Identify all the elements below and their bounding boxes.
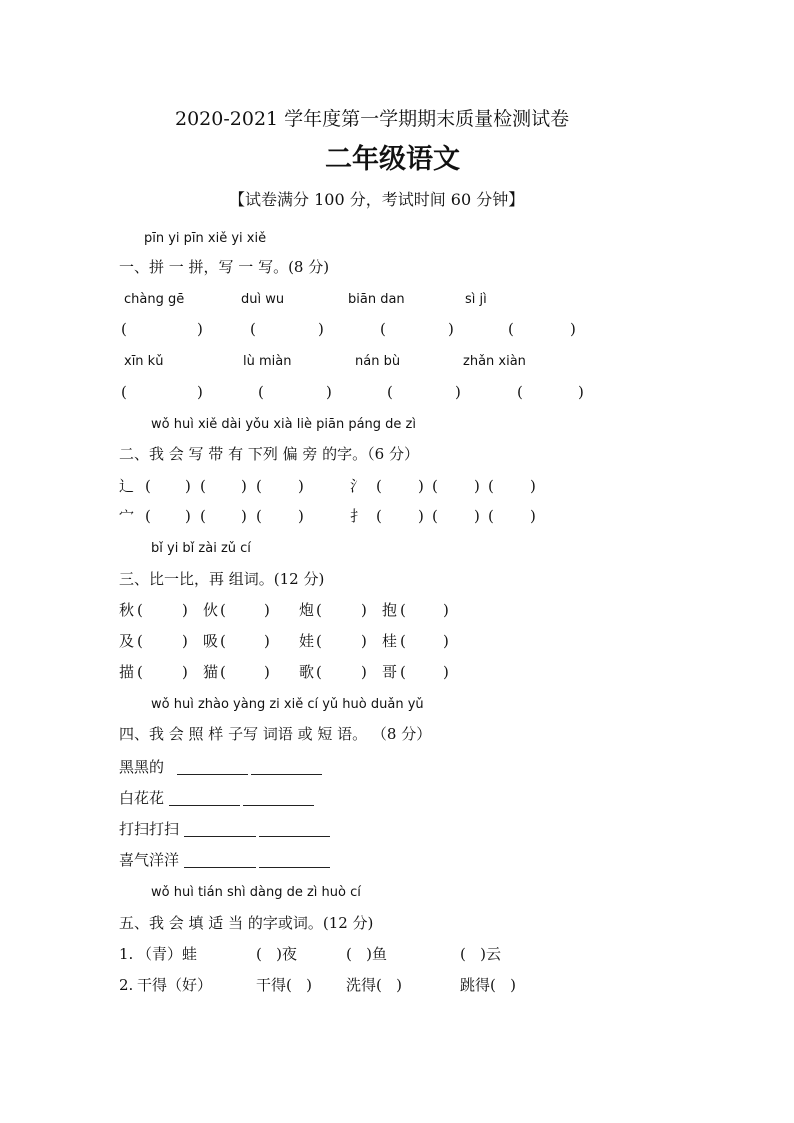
example-word: （青）蛙 bbox=[137, 945, 198, 963]
char-cell: 及 bbox=[119, 632, 135, 650]
char-cell: 吸 bbox=[203, 632, 219, 650]
answer-bracket-close[interactable]: ) bbox=[361, 663, 367, 681]
answer-bracket-open[interactable]: ( bbox=[137, 663, 143, 681]
answer-bracket-close[interactable]: ) bbox=[185, 477, 191, 495]
q1-pinyin: pīn yi pīn xiě yi xiě bbox=[144, 231, 267, 246]
q1-pinyin-word: xīn kǔ bbox=[124, 354, 164, 369]
answer-bracket-open[interactable]: ( bbox=[488, 507, 494, 525]
answer-bracket-open[interactable]: ( bbox=[250, 320, 256, 338]
example-word: 打扫打扫 bbox=[119, 820, 180, 838]
answer-bracket-open[interactable]: ( bbox=[258, 383, 264, 401]
q1-pinyin-word: chàng gē bbox=[124, 292, 185, 307]
answer-bracket-open[interactable]: ( bbox=[387, 383, 393, 401]
exam-title: 2020-2021 学年度第一学期期末质量检测试卷 bbox=[175, 108, 570, 130]
example-word: 白花花 bbox=[119, 789, 165, 807]
fill-blank-item[interactable]: 跳得( ) bbox=[460, 976, 517, 994]
q5-heading: 五、我 会 填 适 当 的字或词。(12 分) bbox=[119, 914, 374, 932]
answer-bracket-open[interactable]: ( bbox=[508, 320, 514, 338]
answer-bracket-close[interactable]: ) bbox=[530, 477, 536, 495]
answer-bracket-close[interactable]: ) bbox=[264, 632, 270, 650]
answer-bracket-close[interactable]: ) bbox=[418, 507, 424, 525]
answer-blank[interactable] bbox=[184, 867, 256, 868]
answer-bracket-open[interactable]: ( bbox=[316, 663, 322, 681]
answer-bracket-open[interactable]: ( bbox=[400, 601, 406, 619]
answer-blank[interactable] bbox=[251, 774, 322, 775]
char-cell: 描 bbox=[119, 663, 135, 681]
answer-bracket-close[interactable]: ) bbox=[264, 663, 270, 681]
answer-bracket-open[interactable]: ( bbox=[376, 477, 382, 495]
answer-bracket-open[interactable]: ( bbox=[400, 632, 406, 650]
answer-bracket-open[interactable]: ( bbox=[137, 632, 143, 650]
fill-blank-item[interactable]: ( )鱼 bbox=[346, 945, 388, 963]
answer-bracket-close[interactable]: ) bbox=[264, 601, 270, 619]
char-cell: 桂 bbox=[382, 632, 398, 650]
q4-heading: 四、我 会 照 样 子写 词语 或 短 语。 （8 分） bbox=[119, 725, 432, 743]
q1-heading: 一、拼 一 拼，写 一 写。(8 分) bbox=[119, 258, 330, 276]
fill-blank-item[interactable]: ( )夜 bbox=[256, 945, 298, 963]
example-word: 喜气洋洋 bbox=[119, 851, 180, 869]
fill-blank-item[interactable]: ( )云 bbox=[460, 945, 502, 963]
answer-bracket-close[interactable]: ) bbox=[197, 320, 203, 338]
char-cell: 娃 bbox=[299, 632, 315, 650]
answer-bracket-close[interactable]: ) bbox=[182, 601, 188, 619]
answer-blank[interactable] bbox=[243, 805, 314, 806]
answer-bracket-open[interactable]: ( bbox=[256, 477, 262, 495]
char-cell: 猫 bbox=[203, 663, 219, 681]
answer-bracket-close[interactable]: ) bbox=[241, 477, 247, 495]
answer-bracket-close[interactable]: ) bbox=[578, 383, 584, 401]
item-number: 1. bbox=[119, 945, 134, 963]
answer-bracket-close[interactable]: ) bbox=[570, 320, 576, 338]
answer-bracket-open[interactable]: ( bbox=[220, 601, 226, 619]
answer-bracket-close[interactable]: ) bbox=[326, 383, 332, 401]
answer-bracket-close[interactable]: ) bbox=[448, 320, 454, 338]
q3-pinyin: bǐ yi bǐ zài zǔ cí bbox=[151, 541, 251, 556]
q1-pinyin-word: duì wu bbox=[241, 292, 285, 307]
radical-label: 宀 bbox=[119, 507, 135, 525]
q4-pinyin: wǒ huì zhào yàng zi xiě cí yǔ huò duǎn yǔ bbox=[151, 697, 424, 712]
answer-bracket-open[interactable]: ( bbox=[380, 320, 386, 338]
answer-bracket-close[interactable]: ) bbox=[443, 601, 449, 619]
subject-title: 二年级语文 bbox=[325, 144, 460, 175]
answer-bracket-open[interactable]: ( bbox=[137, 601, 143, 619]
q1-pinyin-word: biān dan bbox=[348, 292, 405, 307]
answer-bracket-close[interactable]: ) bbox=[298, 477, 304, 495]
answer-bracket-close[interactable]: ) bbox=[361, 601, 367, 619]
answer-bracket-open[interactable]: ( bbox=[220, 663, 226, 681]
char-cell: 抱 bbox=[382, 601, 398, 619]
fill-blank-item[interactable]: 洗得( ) bbox=[346, 976, 403, 994]
radical-label: 辶 bbox=[119, 477, 135, 495]
answer-bracket-open[interactable]: ( bbox=[517, 383, 523, 401]
answer-bracket-close[interactable]: ) bbox=[197, 383, 203, 401]
item-number: 2. bbox=[119, 976, 134, 994]
answer-bracket-close[interactable]: ) bbox=[185, 507, 191, 525]
char-cell: 伙 bbox=[203, 601, 219, 619]
q3-heading: 三、比一比，再 组词。(12 分) bbox=[119, 570, 325, 588]
answer-bracket-open[interactable]: ( bbox=[145, 507, 151, 525]
answer-bracket-open[interactable]: ( bbox=[316, 632, 322, 650]
char-cell: 炮 bbox=[299, 601, 315, 619]
q2-heading: 二、我 会 写 带 有 下列 偏 旁 的字。（6 分） bbox=[119, 445, 419, 463]
answer-bracket-close[interactable]: ) bbox=[474, 507, 480, 525]
char-cell: 秋 bbox=[119, 601, 135, 619]
answer-bracket-close[interactable]: ) bbox=[530, 507, 536, 525]
answer-bracket-close[interactable]: ) bbox=[443, 663, 449, 681]
answer-bracket-open[interactable]: ( bbox=[376, 507, 382, 525]
answer-bracket-open[interactable]: ( bbox=[121, 383, 127, 401]
q2-pinyin: wǒ huì xiě dài yǒu xià liè piān páng de zì bbox=[151, 417, 416, 432]
answer-bracket-open[interactable]: ( bbox=[432, 507, 438, 525]
q1-pinyin-word: nán bù bbox=[355, 354, 401, 369]
answer-blank[interactable] bbox=[184, 836, 256, 837]
answer-bracket-close[interactable]: ) bbox=[455, 383, 461, 401]
answer-bracket-open[interactable]: ( bbox=[200, 507, 206, 525]
q1-pinyin-word: sì jì bbox=[465, 292, 487, 307]
example-word: 黑黑的 bbox=[119, 758, 165, 776]
answer-bracket-open[interactable]: ( bbox=[432, 477, 438, 495]
answer-bracket-open[interactable]: ( bbox=[256, 507, 262, 525]
answer-bracket-close[interactable]: ) bbox=[474, 477, 480, 495]
answer-bracket-open[interactable]: ( bbox=[488, 477, 494, 495]
radical-label: 扌 bbox=[350, 507, 366, 525]
char-cell: 歌 bbox=[299, 663, 315, 681]
char-cell: 哥 bbox=[382, 663, 398, 681]
answer-blank[interactable] bbox=[169, 805, 240, 806]
answer-bracket-close[interactable]: ) bbox=[418, 477, 424, 495]
exam-note: 【试卷满分 100 分，考试时间 60 分钟】 bbox=[229, 190, 525, 209]
answer-blank[interactable] bbox=[259, 867, 330, 868]
answer-bracket-close[interactable]: ) bbox=[241, 507, 247, 525]
answer-bracket-open[interactable]: ( bbox=[316, 601, 322, 619]
answer-blank[interactable] bbox=[177, 774, 248, 775]
answer-bracket-open[interactable]: ( bbox=[220, 632, 226, 650]
answer-bracket-close[interactable]: ) bbox=[318, 320, 324, 338]
answer-blank[interactable] bbox=[259, 836, 330, 837]
q1-pinyin-word: lù miàn bbox=[243, 354, 292, 369]
answer-bracket-close[interactable]: ) bbox=[361, 632, 367, 650]
answer-bracket-open[interactable]: ( bbox=[400, 663, 406, 681]
fill-blank-item[interactable]: 干得( ) bbox=[256, 976, 313, 994]
answer-bracket-close[interactable]: ) bbox=[182, 663, 188, 681]
example-word: 干得（好） bbox=[137, 976, 213, 994]
answer-bracket-close[interactable]: ) bbox=[298, 507, 304, 525]
radical-label: 氵 bbox=[350, 477, 366, 495]
q5-pinyin: wǒ huì tián shì dàng de zì huò cí bbox=[151, 885, 361, 900]
answer-bracket-open[interactable]: ( bbox=[145, 477, 151, 495]
answer-bracket-open[interactable]: ( bbox=[200, 477, 206, 495]
answer-bracket-close[interactable]: ) bbox=[443, 632, 449, 650]
q1-pinyin-word: zhǎn xiàn bbox=[463, 354, 526, 369]
answer-bracket-open[interactable]: ( bbox=[121, 320, 127, 338]
answer-bracket-close[interactable]: ) bbox=[182, 632, 188, 650]
